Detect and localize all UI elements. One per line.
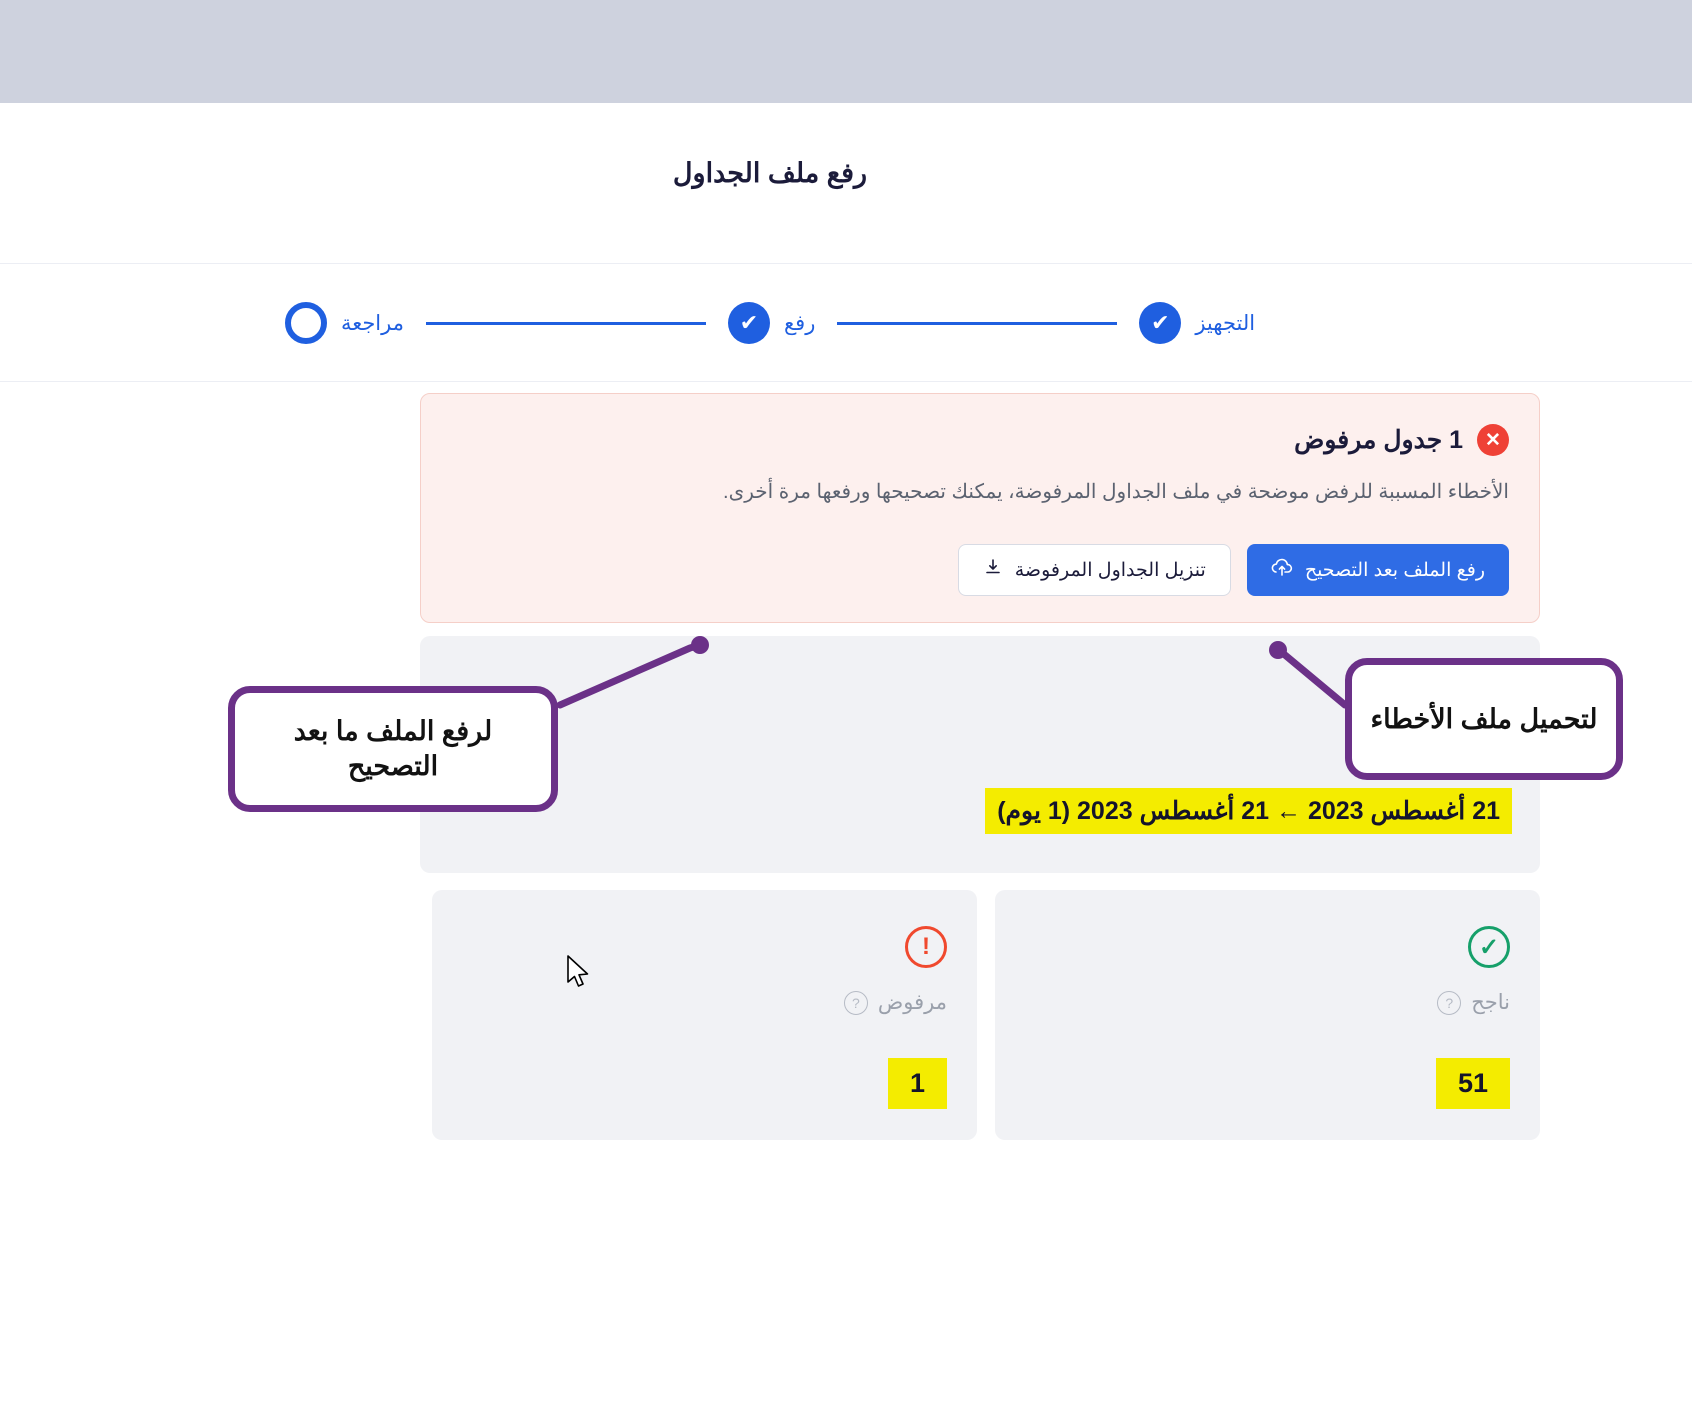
alert-header bbox=[1294, 424, 1509, 456]
period-value: 21 أغسطس 2023 ← 21 أغسطس 2023 (1 يوم) bbox=[985, 788, 1512, 834]
divider-stepper bbox=[0, 381, 1692, 382]
success-label: ناجح bbox=[1471, 991, 1510, 1014]
success-label-row bbox=[1437, 990, 1510, 1015]
callout-download: لتحميل ملف الأخطاء bbox=[1345, 658, 1623, 780]
rejected-label: مرفوض bbox=[877, 991, 947, 1014]
success-value: 51 bbox=[1436, 1058, 1510, 1109]
rejected-label-row bbox=[844, 990, 947, 1015]
error-x-icon: ✕ bbox=[1477, 424, 1509, 456]
rejected-count-panel bbox=[432, 890, 977, 1140]
circle-icon bbox=[285, 302, 327, 344]
window-top-strip bbox=[0, 0, 1692, 103]
rejected-alert bbox=[420, 393, 1540, 623]
step-label: مراجعة bbox=[340, 311, 404, 335]
check-icon: ✔ bbox=[728, 302, 770, 344]
warning-circle-icon: ! bbox=[905, 926, 947, 968]
alert-actions bbox=[958, 544, 1509, 596]
step-upload[interactable] bbox=[728, 302, 815, 344]
upload-corrected-file-button[interactable] bbox=[1247, 544, 1509, 596]
cloud-upload-icon bbox=[1271, 557, 1293, 583]
step-preparation[interactable] bbox=[1139, 302, 1255, 344]
step-label: التجهيز bbox=[1195, 311, 1256, 335]
download-rejected-file-button[interactable] bbox=[958, 544, 1231, 596]
alert-title: 1 جدول مرفوض bbox=[1294, 426, 1463, 454]
page-title: رفع ملف الجداول bbox=[672, 158, 868, 188]
step-connector bbox=[426, 322, 706, 325]
download-icon bbox=[983, 557, 1003, 583]
success-count-panel bbox=[995, 890, 1540, 1140]
alert-description: الأخطاء المسببة للرفض موضحة في ملف الجداول المرفوضة، يمكنك تصحيحها ورفعها مرة أخرى. bbox=[723, 481, 1509, 503]
step-review[interactable] bbox=[285, 302, 404, 344]
check-icon: ✔ bbox=[1139, 302, 1181, 344]
question-icon[interactable]: ? bbox=[1437, 991, 1461, 1015]
callout-upload: لرفع الملف ما بعد التصحيح bbox=[228, 686, 558, 812]
step-connector bbox=[837, 322, 1117, 325]
stepper bbox=[0, 283, 1540, 363]
divider-top bbox=[0, 263, 1692, 264]
upload-button-label: رفع الملف بعد التصحيح bbox=[1304, 559, 1485, 581]
rejected-value: 1 bbox=[888, 1058, 947, 1109]
step-label: رفع bbox=[783, 311, 816, 335]
question-icon[interactable]: ? bbox=[844, 991, 868, 1015]
check-circle-icon: ✓ bbox=[1468, 926, 1510, 968]
download-button-label: تنزيل الجداول المرفوضة bbox=[1014, 559, 1206, 581]
